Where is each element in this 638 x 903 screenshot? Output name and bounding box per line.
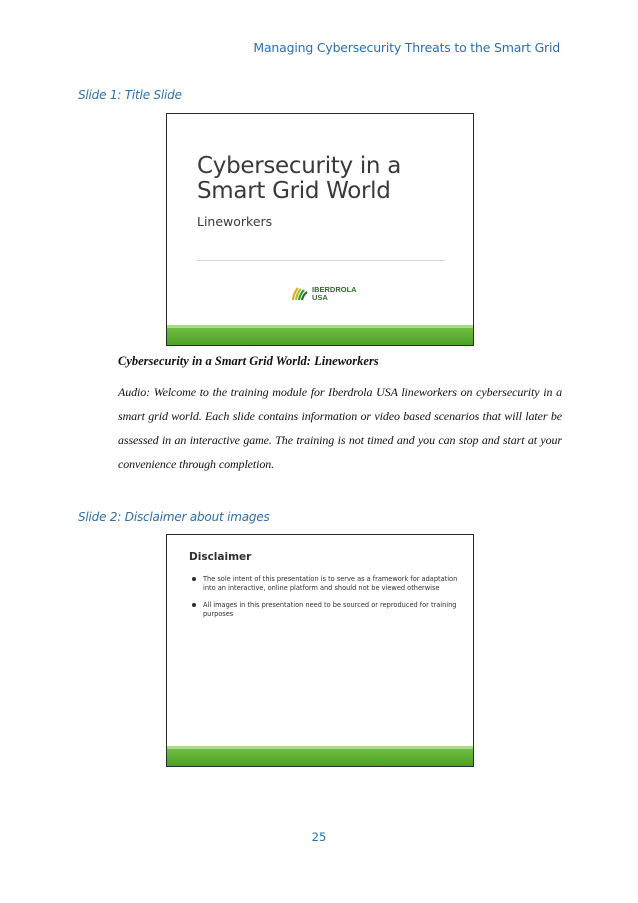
slide-1-title-line-2: Smart Grid World	[197, 178, 391, 204]
slide-1-caption: Slide 1: Title Slide	[78, 88, 182, 102]
slide-2-caption: Slide 2: Disclaimer about images	[78, 510, 270, 524]
slide-2-bullet: The sole intent of this presentation is to serve as a framework for adaptation into an interactive, online platform and should not be viewed otherwise	[189, 575, 459, 593]
slide-2-image	[166, 534, 474, 767]
slide-1-subtitle: Lineworkers	[197, 214, 273, 229]
leaf-logo-icon	[291, 286, 309, 302]
slide-1-title-line-1: Cybersecurity in a	[197, 153, 401, 179]
slide-2-footer-bar	[167, 749, 473, 766]
page-number: 25	[311, 830, 327, 844]
logo-text-line-1: IBERDROLA	[312, 285, 357, 294]
iberdrola-logo	[291, 284, 357, 304]
slide-1-audio-text: Audio: Welcome to the training module for Iberdrola USA lineworkers on cybersecurity in a smart grid world. Each slide contains information or video based scenarios that will later be assessed in an interactive game. The training is not timed and you can stop and start at your convenience through completion.	[118, 385, 562, 471]
slide-1-footer-bar	[167, 328, 473, 345]
logo-text-line-2: USA	[312, 293, 328, 302]
slide-1-title	[197, 154, 467, 204]
slide-2-bullet: All images in this presentation need to be sourced or reproduced for training purposes	[189, 601, 459, 619]
slide-1-divider	[197, 260, 445, 261]
slide-1-heading: Cybersecurity in a Smart Grid World: Lineworkers	[118, 354, 379, 368]
slide-2-title: Disclaimer	[189, 551, 252, 563]
running-header: Managing Cybersecurity Threats to the Smart Grid	[253, 40, 560, 55]
slide-1-image	[166, 113, 474, 346]
slide-2-bullet-list	[189, 575, 459, 627]
